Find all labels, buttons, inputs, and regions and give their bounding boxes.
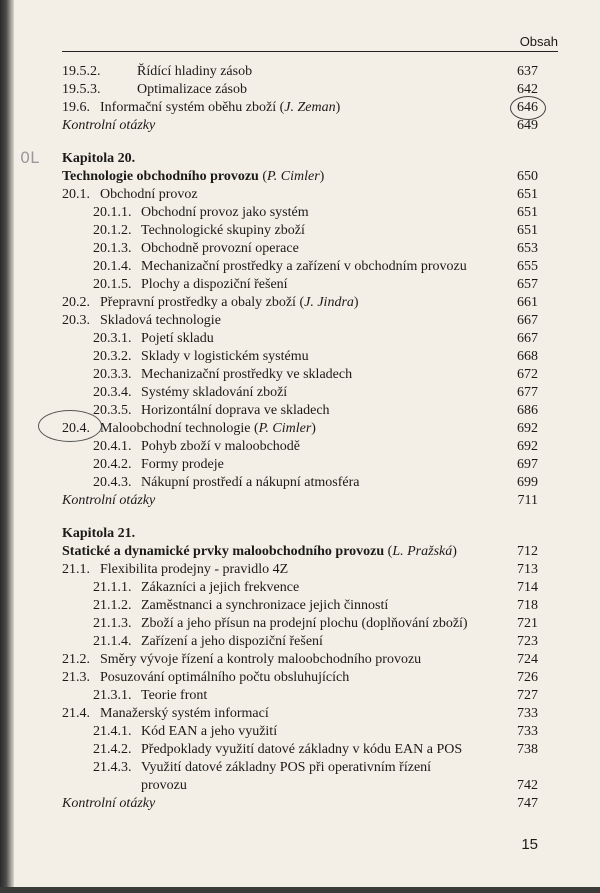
toc-entry-title: Kód EAN a jeho využití (141, 724, 278, 739)
toc-entry (0, 348, 600, 366)
toc-entry-page: 697 (517, 457, 538, 472)
toc-entry-title: Obchodně provozní operace (141, 241, 299, 256)
toc-entry-page: 733 (517, 724, 538, 739)
toc-entry-number: 20.2. (62, 295, 90, 310)
toc-entry-title: Manažerský systém informací (100, 706, 269, 721)
toc-entry (0, 633, 600, 651)
toc-entry-title: Skladová technologie (100, 313, 221, 328)
toc-entry-title: Obchodní provoz (100, 187, 198, 202)
toc-entry-number: 20.3.5. (93, 403, 132, 418)
toc-entry-page: 650 (517, 169, 538, 184)
toc-entry-number: 20.1.2. (93, 223, 132, 238)
toc-entry-page: 651 (517, 187, 538, 202)
toc-entry-page: 661 (517, 295, 538, 310)
toc-entry-title: Zaměstnanci a synchronizace jejich činností (141, 598, 389, 613)
toc-entry-number: 20.3.4. (93, 385, 132, 400)
toc-entry-page: 651 (517, 205, 538, 220)
toc-entry-number: 20.3.2. (93, 349, 132, 364)
toc-entry-page: 657 (517, 277, 538, 292)
chapter-heading (0, 525, 600, 543)
toc-entry (0, 456, 600, 474)
toc-entry-number: 21.4.1. (93, 724, 132, 739)
toc-entry (0, 492, 600, 510)
toc-entry-page: 692 (517, 439, 538, 454)
toc-entry-number: 20.4.1. (93, 439, 132, 454)
toc-entry-number: 19.5.2. (62, 64, 101, 79)
toc-entry-number: 20.1. (62, 187, 90, 202)
chapter-label: Kapitola 20. (62, 151, 136, 166)
toc-entry (0, 543, 600, 561)
toc-entry-page: 727 (517, 688, 538, 703)
toc-entry-number: 20.3.1. (93, 331, 132, 346)
toc-entry-page: 742 (517, 778, 538, 793)
toc-entry-author: P. Cimler (267, 169, 320, 184)
toc-entry-title: Zboží a jeho přísun na prodejní plochu (doplňování zboží) (141, 616, 468, 631)
toc-entry (0, 474, 600, 492)
toc-entry-author: J. Zeman (284, 100, 336, 115)
toc-entry-author: J. Jindra (304, 295, 354, 310)
toc-entry (0, 651, 600, 669)
toc-entry-number: 20.3.3. (93, 367, 132, 382)
toc-entry (0, 579, 600, 597)
chapter-heading (0, 150, 600, 168)
toc-entry (0, 705, 600, 723)
toc-entry-page: 733 (517, 706, 538, 721)
toc-entry-number: 21.2. (62, 652, 90, 667)
toc-entry-title-cont: provozu (141, 778, 187, 793)
toc-entry (0, 222, 600, 240)
toc-entry-number: 20.4.2. (93, 457, 132, 472)
pen-circle-annotation (38, 410, 102, 442)
toc-entry-number: 20.4. (62, 421, 90, 436)
toc-entry-page: 646 (517, 100, 538, 115)
toc-entry (0, 561, 600, 579)
toc-entry-page: 677 (517, 385, 538, 400)
toc-entry-number: 21.1.3. (93, 616, 132, 631)
toc-entry-title: Zákazníci a jejich frekvence (141, 580, 300, 595)
toc-entry-title: Předpoklady využití datové základny v kódu EAN a POS (141, 742, 463, 757)
toc-entry-page: 726 (517, 670, 538, 685)
toc-entry-page: 713 (517, 562, 538, 577)
toc-entry-page: 692 (517, 421, 538, 436)
toc-entry (0, 741, 600, 759)
toc-entry-page: 637 (517, 64, 538, 79)
pen-circle-annotation (510, 96, 546, 120)
toc-entry-page: 721 (517, 616, 538, 631)
toc-entry-number: 20.1.1. (93, 205, 132, 220)
toc-entry-number: 21.1.4. (93, 634, 132, 649)
toc-entry-title: Nákupní prostředí a nákupní atmosféra (141, 475, 360, 490)
toc-entry-title: Pohyb zboží v maloobchodě (141, 439, 301, 454)
toc-entry-number: 20.3. (62, 313, 90, 328)
toc-entry-page: 672 (517, 367, 538, 382)
toc-entry (0, 168, 600, 186)
toc-entry-page: 686 (517, 403, 538, 418)
toc-entry-page: 711 (517, 493, 538, 508)
toc-entry-page: 714 (517, 580, 538, 595)
toc-entry-title: Systémy skladování zboží (141, 385, 288, 400)
toc-entry-page: 667 (517, 331, 538, 346)
toc-entry-title: Kontrolní otázky (62, 118, 156, 133)
toc-entry-page: 642 (517, 82, 538, 97)
toc-entry-title: Statické a dynamické prvky maloobchodního provozu (L. Pražská) (62, 544, 457, 559)
toc-entry-page: 738 (517, 742, 538, 757)
toc-entry-page: 653 (517, 241, 538, 256)
toc-entry-author: L. Pražská (392, 544, 453, 559)
toc-entry-number: 21.4.3. (93, 760, 132, 775)
toc-entry-title: Horizontální doprava ve skladech (141, 403, 330, 418)
toc-entry-title: Teorie front (141, 688, 208, 703)
toc-entry-page: 723 (517, 634, 538, 649)
toc-entry (0, 204, 600, 222)
toc-entry-number: 21.1.2. (93, 598, 132, 613)
toc-entry-number: 21.4. (62, 706, 90, 721)
toc-entry-number: 21.3.1. (93, 688, 132, 703)
toc-entry (0, 294, 600, 312)
toc-entry-number: 20.1.3. (93, 241, 132, 256)
toc-entry (0, 597, 600, 615)
toc-entry-title: Mechanizační prostředky a zařízení v obchodním provozu (141, 259, 467, 274)
toc-entry-title: Plochy a dispoziční řešení (141, 277, 288, 292)
toc-entry-title: Zařízení a jeho dispoziční řešení (141, 634, 323, 649)
toc-entry-title: Obchodní provoz jako systém (141, 205, 309, 220)
toc-entry (0, 615, 600, 633)
toc-entry (0, 759, 600, 777)
toc-entry-title: Mechanizační prostředky ve skladech (141, 367, 353, 382)
toc-entry (0, 117, 600, 135)
toc-entry-number: 20.1.4. (93, 259, 132, 274)
toc-entry (0, 438, 600, 456)
toc-entry-page: 718 (517, 598, 538, 613)
toc-entry-title: Optimalizace zásob (137, 82, 248, 97)
toc-entry-number: 19.5.3. (62, 82, 101, 97)
toc-entry-page: 712 (517, 544, 538, 559)
toc-entry-page: 668 (517, 349, 538, 364)
toc-entry (0, 276, 600, 294)
toc-entry-page: 667 (517, 313, 538, 328)
toc-entry (0, 723, 600, 741)
running-header: Obsah (519, 34, 558, 49)
toc-entry (0, 186, 600, 204)
toc-entry-number: 21.4.2. (93, 742, 132, 757)
toc-entry (0, 240, 600, 258)
toc-entry-page: 649 (517, 118, 538, 133)
toc-entry-title: Sklady v logistickém systému (141, 349, 309, 364)
toc-entry-page: 651 (517, 223, 538, 238)
toc-entry (0, 330, 600, 348)
toc-entry-title: Kontrolní otázky (62, 796, 156, 811)
toc-entry (0, 312, 600, 330)
toc-entry-title: Využití datové základny POS při operativním řízení (141, 760, 432, 775)
toc-entry-continuation (0, 777, 600, 795)
toc-entry-title: Přepravní prostředky a obaly zboží (J. Jindra) (100, 295, 359, 310)
toc-entry-page: 655 (517, 259, 538, 274)
toc-entry (0, 669, 600, 687)
toc-entry (0, 366, 600, 384)
toc-entry (0, 63, 600, 81)
toc-entry-page: 699 (517, 475, 538, 490)
toc-entry-number: 21.1. (62, 562, 90, 577)
toc-entry-title: Technologické skupiny zboží (141, 223, 305, 238)
toc-entry-title: Řídící hladiny zásob (137, 64, 253, 79)
toc-entry-number: 21.3. (62, 670, 90, 685)
toc-entry-number: 21.1.1. (93, 580, 132, 595)
toc-entry-title: Technologie obchodního provozu (P. Cimler) (62, 169, 325, 184)
toc-entry-title: Pojetí skladu (141, 331, 214, 346)
toc-entry-title: Posuzování optimálního počtu obsluhujících (100, 670, 350, 685)
toc-entry (0, 687, 600, 705)
toc-entry (0, 258, 600, 276)
toc-entry-page: 724 (517, 652, 538, 667)
toc-entry (0, 384, 600, 402)
toc-entry-title: Maloobchodní technologie (P. Cimler) (100, 421, 316, 436)
toc-entry-title: Flexibilita prodejny - pravidlo 4Z (100, 562, 289, 577)
toc-entry-author: P. Cimler (258, 421, 312, 436)
toc-entry-number: 20.4.3. (93, 475, 132, 490)
toc-entry-title: Formy prodeje (141, 457, 224, 472)
toc-entry-title: Směry vývoje řízení a kontroly maloobchodního provozu (100, 652, 422, 667)
toc-entry-number: 20.1.5. (93, 277, 132, 292)
page-number: 15 (521, 836, 538, 853)
toc-entry-title: Kontrolní otázky (62, 493, 156, 508)
chapter-label: Kapitola 21. (62, 526, 136, 541)
toc-entry (0, 795, 600, 813)
toc-entry-page: 747 (517, 796, 538, 811)
toc-entry (0, 81, 600, 99)
toc-entry-title: Informační systém oběhu zboží (J. Zeman) (100, 100, 341, 115)
toc-entry-number: 19.6. (62, 100, 90, 115)
pencil-margin-note: 0L (20, 148, 40, 167)
